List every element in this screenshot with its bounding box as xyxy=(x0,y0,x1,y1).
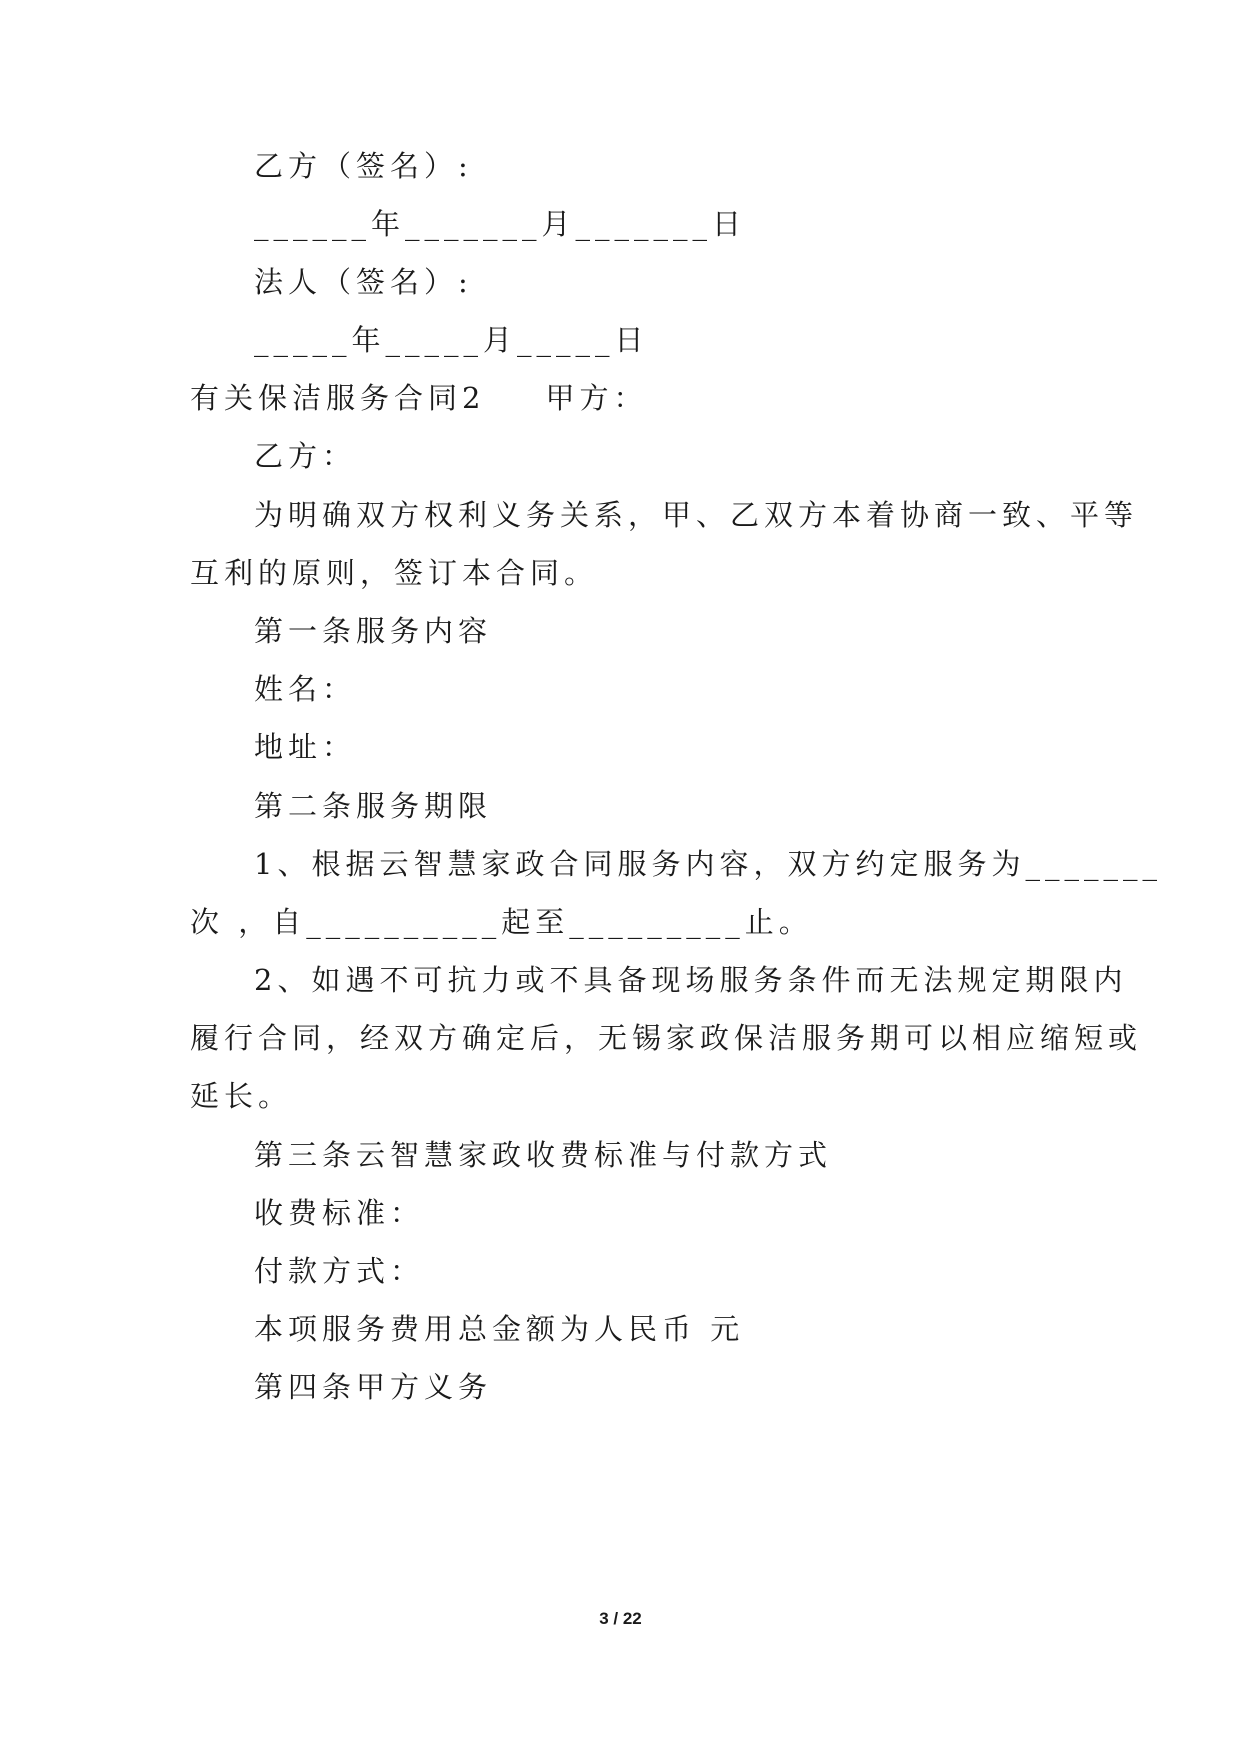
party-b-signature-date: ______年_______月_______日 xyxy=(254,207,747,241)
article-2-clause-2-line-3: 延长。 xyxy=(190,1079,293,1113)
legal-rep-signature-date: _____年_____月_____日 xyxy=(254,323,649,357)
article-2-clause-2-line-1: 2、如遇不可抗力或不具备现场服务条件而无法规定期限内 xyxy=(254,963,1128,997)
fee-standard-label: 收费标准： xyxy=(254,1196,425,1230)
article-1-heading: 第一条服务内容 xyxy=(254,614,493,648)
article-4-heading: 第四条甲方义务 xyxy=(254,1370,493,1404)
article-3-heading: 第三条云智慧家政收费标准与付款方式 xyxy=(254,1138,833,1172)
article-2-heading: 第二条服务期限 xyxy=(254,789,493,823)
total-amount-line: 本项服务费用总金额为人民币 元 xyxy=(254,1312,745,1346)
party-b-signature-label: 乙方（签名）: xyxy=(254,149,473,183)
page-number: 3 / 22 xyxy=(599,1609,642,1628)
contract-title: 有关保洁服务合同2 xyxy=(190,381,486,415)
name-field-label: 姓名： xyxy=(254,672,357,706)
address-field-label: 地址： xyxy=(254,730,357,764)
legal-rep-signature-label: 法人（签名）: xyxy=(254,265,473,299)
article-2-clause-1-line-1: 1、根据云智慧家政合同服务内容，双方约定服务为_______ xyxy=(254,847,1162,881)
payment-method-label: 付款方式： xyxy=(254,1254,425,1288)
contract-heading-row xyxy=(190,378,647,418)
article-2-clause-1-line-2: 次 ，自__________起至_________止。 xyxy=(190,905,813,939)
preamble-line-1: 为明确双方权利义务关系，甲、乙双方本着协商一致、平等 xyxy=(254,498,1139,532)
preamble-line-2: 互利的原则，签订本合同。 xyxy=(190,556,599,590)
article-2-clause-2-line-2: 履行合同，经双方确定后，无锡家政保洁服务期可以相应缩短或 xyxy=(190,1021,1143,1055)
party-b-label: 乙方： xyxy=(254,439,357,473)
party-a-label: 甲方： xyxy=(545,381,648,415)
